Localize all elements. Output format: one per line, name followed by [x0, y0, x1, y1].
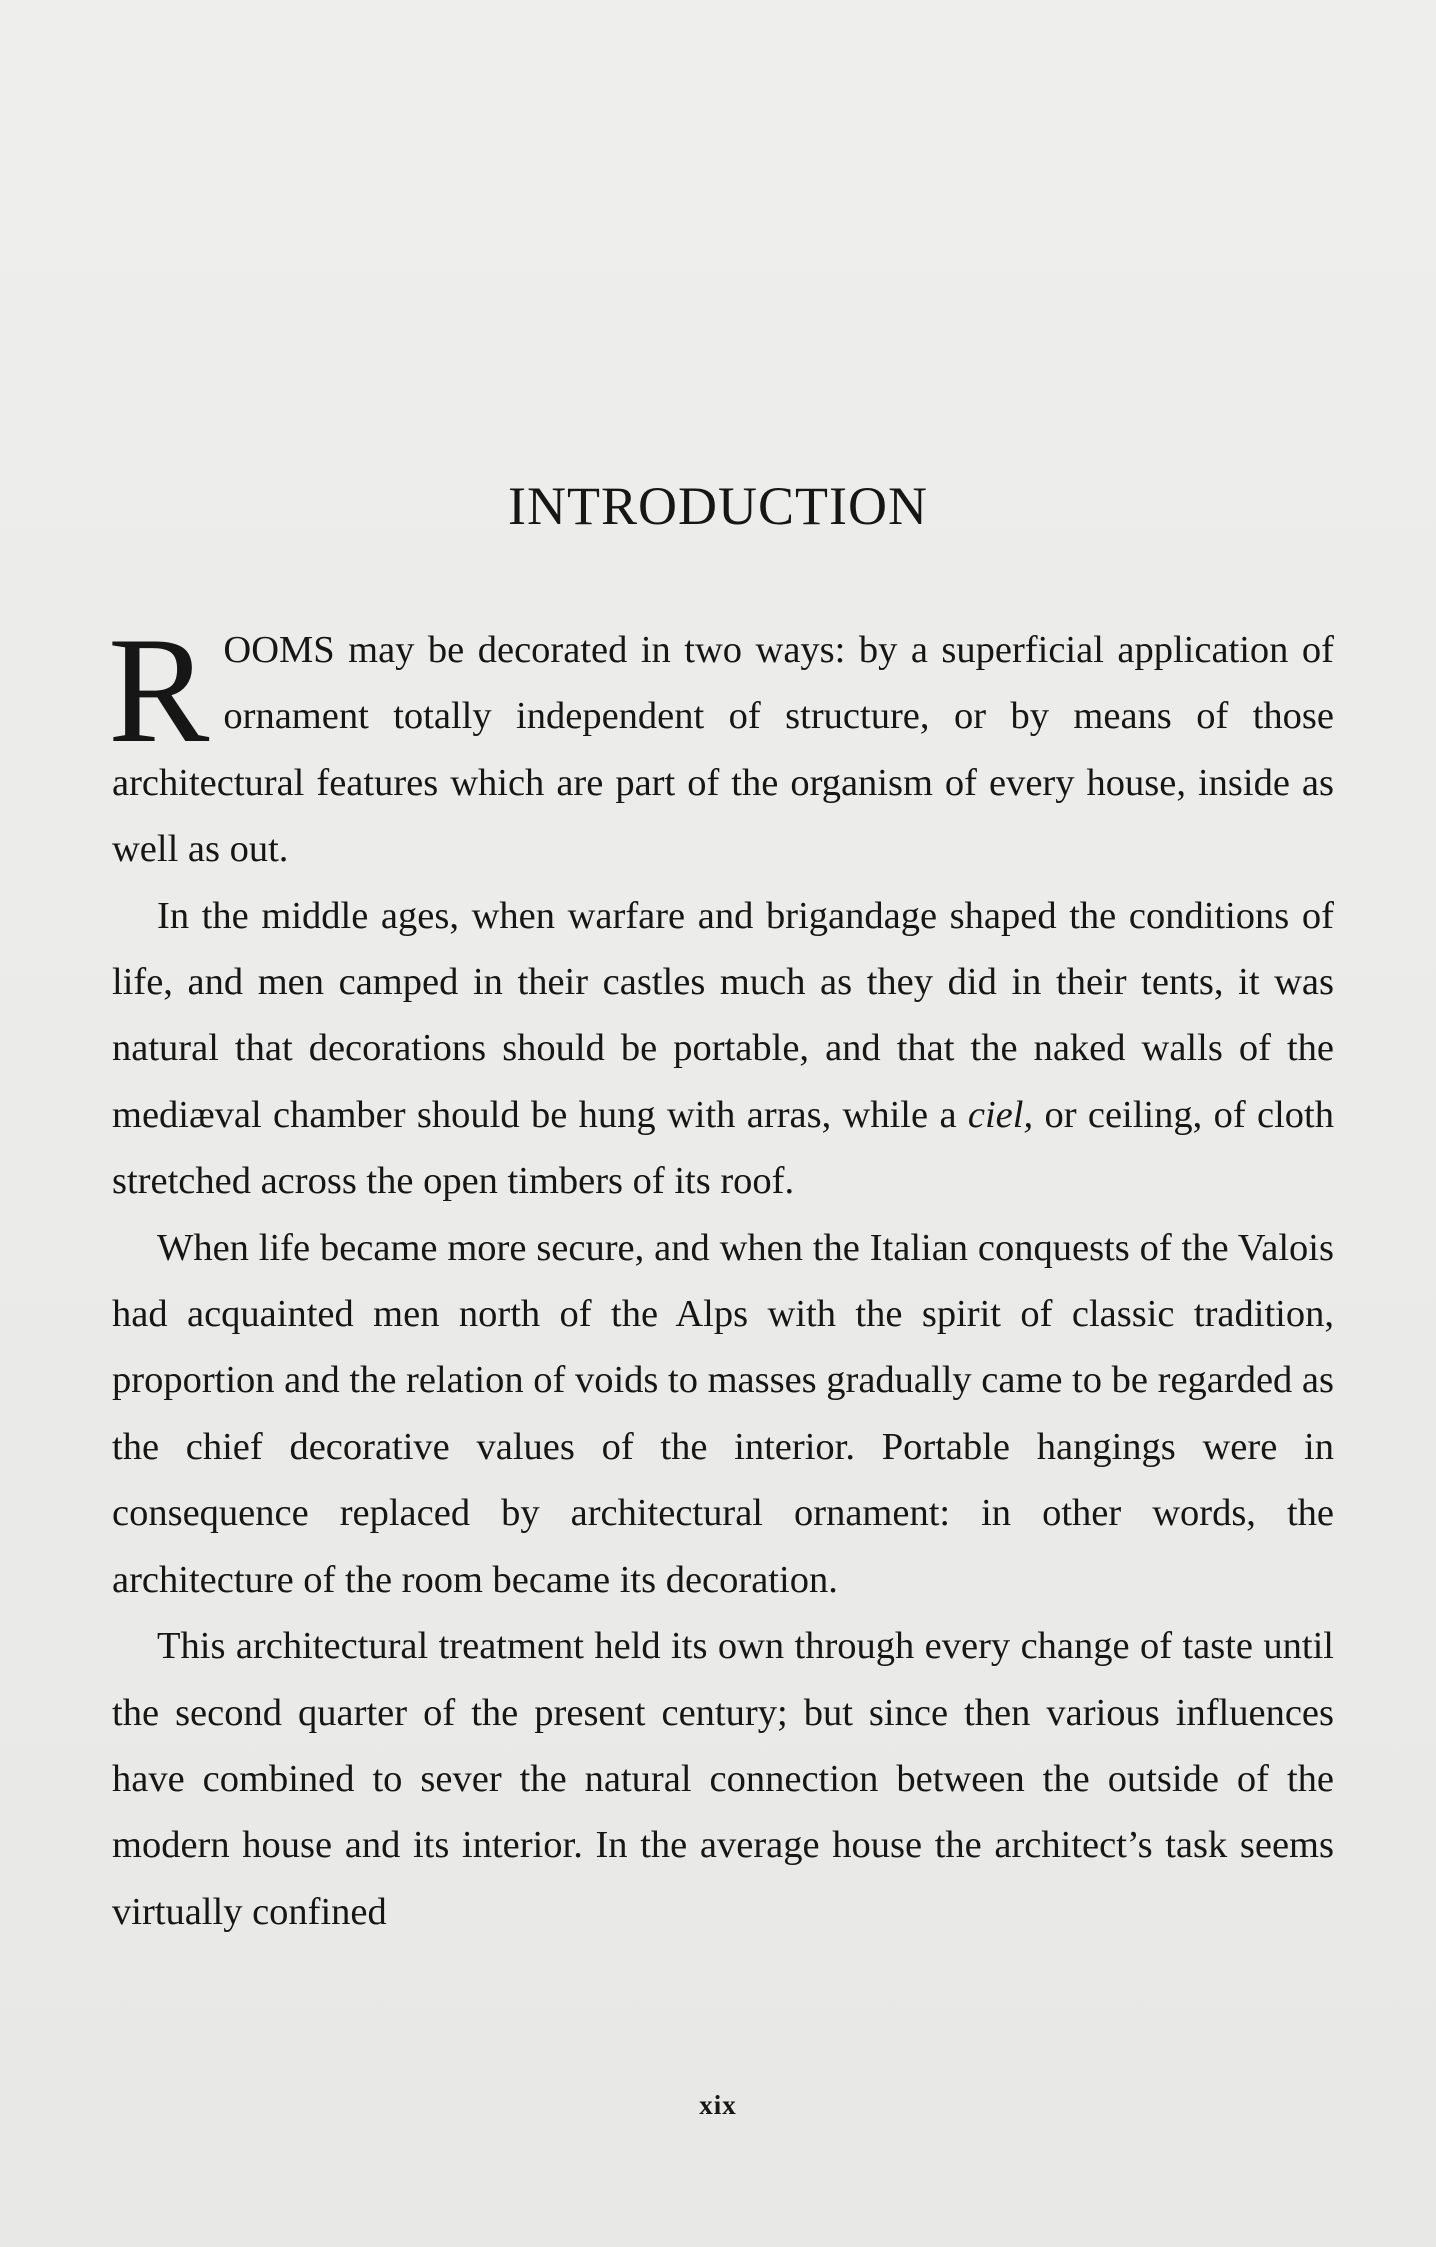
paragraph-2 [112, 883, 1334, 1215]
paragraph-3 [112, 1215, 1334, 1613]
paragraph-3-text: When life became more secure, and when the Italian conquests of the Valois had acquainted men north of the Alps with the spirit of classic tradition, proportion and the relation of voids to masses gradually came to be regarded as the chief decorative values of the interior. Portable hangings were in consequence replaced by architectural ornament: in other words, the architecture of the room became its decoration. [112, 1226, 1334, 1601]
page-body [108, 606, 1335, 1945]
paragraph-2-end: or ceiling, of cloth stretched across the open timbers of its roof. [112, 1093, 1335, 1203]
paragraph-4 [112, 1613, 1334, 1945]
page-title: INTRODUCTION [508, 476, 928, 536]
paragraph-1 [108, 606, 1334, 883]
paragraph-4-text: This architectural treatment held its own through every change of taste until the second quarter of the present century; but since then various influences have combined to sever the natural connection between the outside of the modern house and its interior. In the average house the architect’s task seems virtually confined [112, 1625, 1334, 1933]
paragraph-1-text: may be decorated in two ways: by a superficial application of ornament totally independent of structure, or by means of those architectural features which are part of the organism of every house, inside as well as out. [112, 629, 1334, 871]
italic-word: ciel, [967, 1093, 1034, 1136]
page-number: xix [699, 2090, 737, 2120]
drop-cap: R [108, 606, 210, 774]
paragraph-2-text: In the middle ages, when warfare and brigandage shaped the conditions of life, and men camped in their castles much as they did in their tents, it was natural that decorations should be portable, and that the naked walls of the mediæval chamber should be hung with arras, while a [112, 894, 1334, 1136]
first-word-rest: OOMS [223, 629, 335, 671]
